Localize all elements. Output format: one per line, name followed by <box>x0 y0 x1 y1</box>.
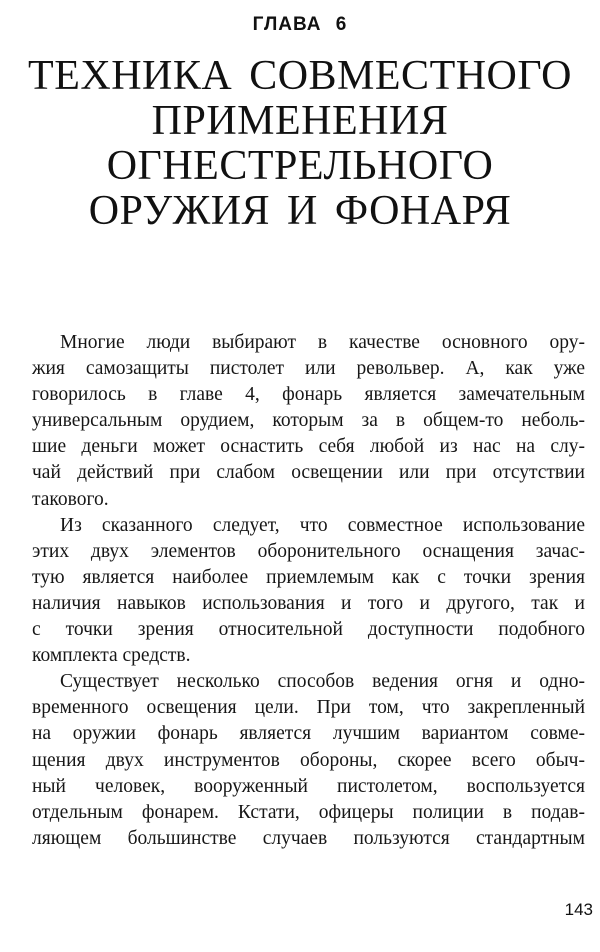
paragraph <box>32 669 585 852</box>
text-line: временного освещения цели. При том, что закрепленный <box>32 697 585 719</box>
chapter-title <box>0 54 600 234</box>
text-line: ный человек, вооруженный пистолетом, воспользуется <box>32 775 585 797</box>
page-number: 143 <box>564 900 593 919</box>
text-line: универсальным орудием, которым за в общем-то неболь- <box>32 410 585 432</box>
text-line: на оружии фонарь является лучшим вариантом совме- <box>32 723 585 745</box>
text-line: Из сказанного следует, что совместное использование <box>60 514 585 536</box>
text-line: тую является наиболее приемлемым как с точки зрения <box>32 566 585 588</box>
text-line: отдельным фонарем. Кстати, офицеры полиции в подав- <box>32 801 585 823</box>
text-line: этих двух элементов оборонительного оснащения зачас- <box>32 540 585 562</box>
chapter-title-line: ПРИМЕНЕНИЯ <box>151 98 449 144</box>
chapter-label: ГЛАВА 6 <box>252 14 348 35</box>
text-line: шие деньги может оснастить себя любой из нас на слу- <box>32 436 585 458</box>
text-line: наличия навыков использования и того и другого, так и <box>32 592 585 614</box>
text-line: Существует несколько способов ведения огня и одно- <box>60 671 585 693</box>
text-line: жия самозащиты пистолет или револьвер. А, как уже <box>32 358 585 380</box>
text-line: ляющем большинстве случаев пользуются стандартным <box>32 827 585 849</box>
body-text <box>32 330 585 852</box>
text-line: с точки зрения относительной доступности подобного <box>32 619 585 641</box>
paragraph <box>32 513 585 670</box>
text-line: щения двух инструментов обороны, скорее всего обыч- <box>32 749 585 771</box>
text-line: такового. <box>32 488 109 510</box>
paragraph <box>32 330 585 513</box>
text-line: комплекта средств. <box>32 645 191 667</box>
chapter-title-line: ОРУЖИЯ И ФОНАРЯ <box>88 188 512 234</box>
text-line: говорилось в главе 4, фонарь является замечательным <box>32 384 585 406</box>
text-line: чай действий при слабом освещении или при отсутствии <box>32 462 585 484</box>
text-line: Многие люди выбирают в качестве основного ору- <box>60 332 585 353</box>
chapter-title-line: ОГНЕСТРЕЛЬНОГО <box>106 143 494 189</box>
chapter-title-line: ТЕХНИКА СОВМЕСТНОГО <box>28 53 572 99</box>
